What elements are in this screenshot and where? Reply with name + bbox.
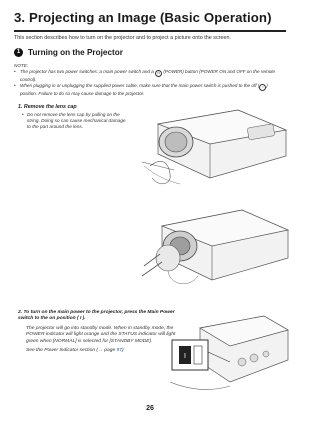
reference-text: ) <box>121 348 124 354</box>
step-2 <box>18 310 178 354</box>
bullet-icon: • <box>22 112 24 117</box>
section-title: Turning on the Projector <box>28 47 123 57</box>
note-text: ) position. Failure to do so may cause damage to the projector. <box>20 83 268 97</box>
page-number: 26 <box>146 405 154 412</box>
power-button-icon: ⏻ <box>155 70 162 77</box>
section-heading <box>14 46 123 58</box>
svg-text:I: I <box>184 353 186 360</box>
note-item <box>14 83 286 97</box>
page-title: 3. Projecting an Image (Basic Operation) <box>14 10 272 25</box>
step-1-title: 1. Remove the lens cap <box>18 104 77 110</box>
bullet-icon: • <box>14 69 16 74</box>
intro-text: This section describes how to turn on the projector and to project a picture onto the screen. <box>14 35 231 41</box>
projector-illustration-middle <box>140 196 290 296</box>
note-label: NOTE: <box>14 63 29 68</box>
step-1-bullet-text: Do not remove the lens cap by pulling on the string. Doing so can cause mechanical damage to the part around the lens. <box>27 112 126 130</box>
step-2-paragraph: The projector will go into standby mode. When in standby mode, the POWER indicator will light orange and the STATUS indicator will light green when [NORMAL] is selected for [STANDBY MODE]. <box>26 325 176 344</box>
off-position-icon: ○ <box>259 84 266 91</box>
note-list <box>14 69 286 98</box>
heading-bar <box>14 10 286 32</box>
step-1-bullet <box>22 112 130 131</box>
reference-text: See the Power Indicator section (→ page <box>26 348 116 354</box>
note-text: When plugging in or unplugging the supplied power cable, make sure that the main power switch is pushed to the off ( <box>20 83 260 89</box>
bullet-icon: • <box>14 83 16 89</box>
power-switch-illustration <box>170 312 290 402</box>
step-2-reference <box>18 348 178 354</box>
note-item <box>14 69 286 83</box>
note-text: The projector has two power switches: a main power switch and a <box>20 69 154 74</box>
note-text: (POWER) button (POWER ON and OFF on the remote control). <box>20 69 276 82</box>
step-2-title: 2. To turn on the main power to the projector, press the Main Power switch to the on position ( I ). <box>18 310 175 322</box>
page-link[interactable]: 97 <box>116 348 122 354</box>
section-number-badge: 1 <box>14 48 23 57</box>
projector-illustration-top <box>140 104 290 194</box>
